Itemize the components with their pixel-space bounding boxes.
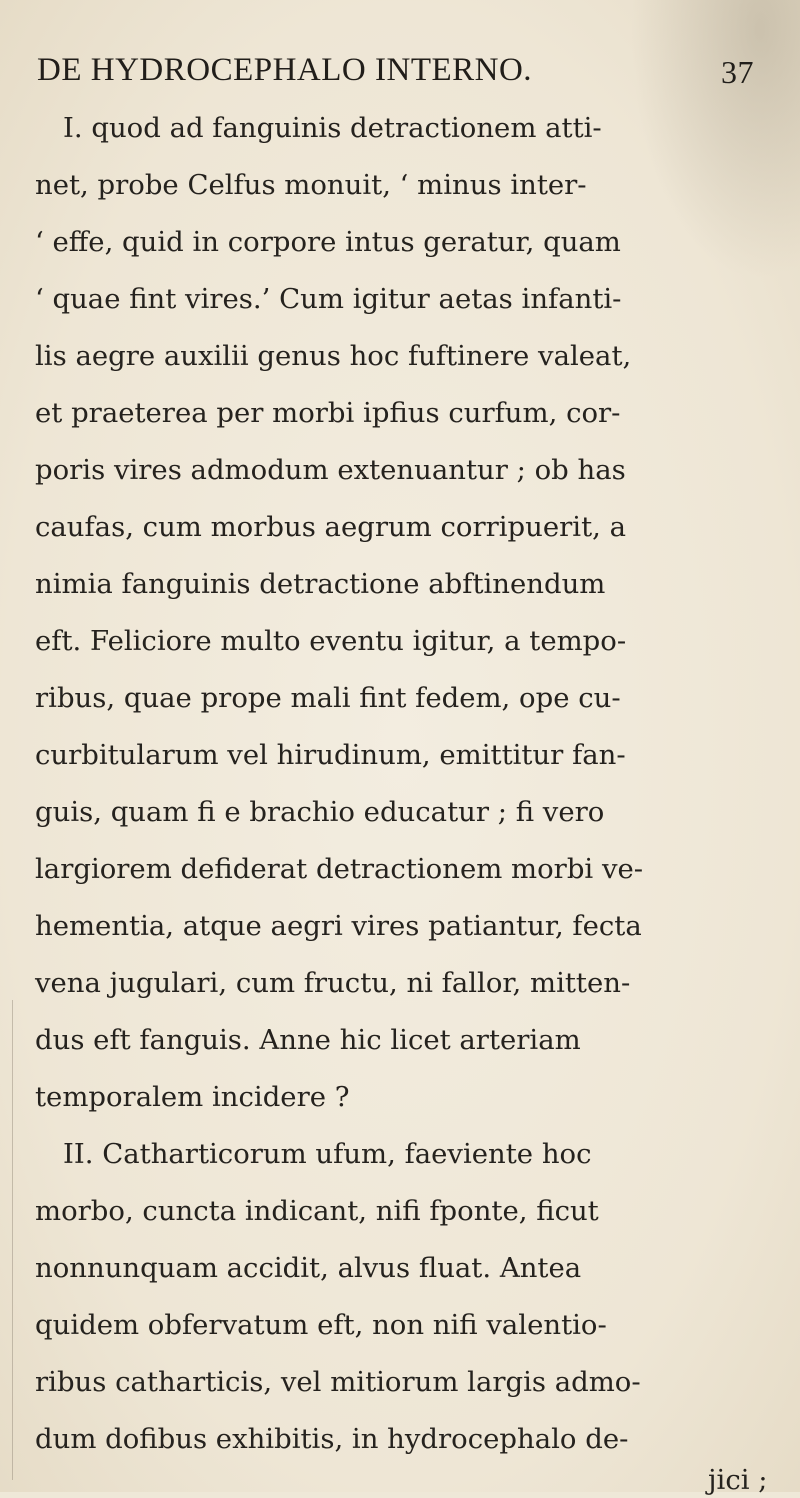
- text-line: caufas, cum morbus aegrum corripuerit, a: [35, 511, 627, 543]
- page-number: 37: [721, 54, 754, 90]
- text-line: lis aegre auxilii genus hoc fuftinere valeat,: [35, 340, 632, 372]
- text-line: vena jugulari, cum fructu, ni fallor, mitten-: [35, 967, 631, 999]
- text-line: eft. Feliciore multo eventu igitur, a tempo-: [35, 625, 627, 657]
- text-line: morbo, cuncta indicant, nifi fponte, ficut: [35, 1195, 599, 1227]
- text-line: quidem obfervatum eft, non nifi valentio-: [35, 1309, 607, 1341]
- text-line: dus eft fanguis. Anne hic licet arteriam: [35, 1024, 581, 1056]
- text-line: ‘ quae fint vires.’ Cum igitur aetas infanti-: [35, 283, 622, 315]
- text-line: II. Catharticorum ufum, faeviente hoc: [63, 1138, 592, 1170]
- running-title: DE HYDROCEPHALO INTERNO.: [37, 52, 533, 88]
- text-line: dum dofibus exhibitis, in hydrocephalo de-: [35, 1423, 629, 1455]
- text-line: poris vires admodum extenuantur ; ob has: [35, 454, 626, 486]
- text-line: temporalem incidere ?: [35, 1081, 350, 1113]
- text-line: nimia fanguinis detractione abftinendum: [35, 568, 606, 600]
- text-line: nonnunquam accidit, alvus fluat. Antea: [35, 1252, 582, 1284]
- text-line: largiorem defiderat detractionem morbi ve-: [35, 853, 644, 885]
- catchword: jici ;: [708, 1464, 768, 1496]
- text-line: et praeterea per morbi ipfius curfum, cor-: [35, 397, 621, 429]
- text-line: I. quod ad fanguinis detractionem atti-: [63, 112, 602, 144]
- page-edge-line: [12, 1000, 13, 1480]
- text-line: guis, quam fi e brachio educatur ; fi vero: [35, 796, 605, 828]
- text-line: hementia, atque aegri vires patiantur, fecta: [35, 910, 642, 942]
- text-line: ribus, quae prope mali fint fedem, ope cu-: [35, 682, 621, 714]
- text-line: curbitularum vel hirudinum, emittitur fan-: [35, 739, 626, 771]
- text-line: ‘ effe, quid in corpore intus geratur, quam: [35, 226, 621, 258]
- text-line: net, probe Celfus monuit, ‘ minus inter-: [35, 169, 587, 201]
- text-line: ribus catharticis, vel mitiorum largis admo-: [35, 1366, 641, 1398]
